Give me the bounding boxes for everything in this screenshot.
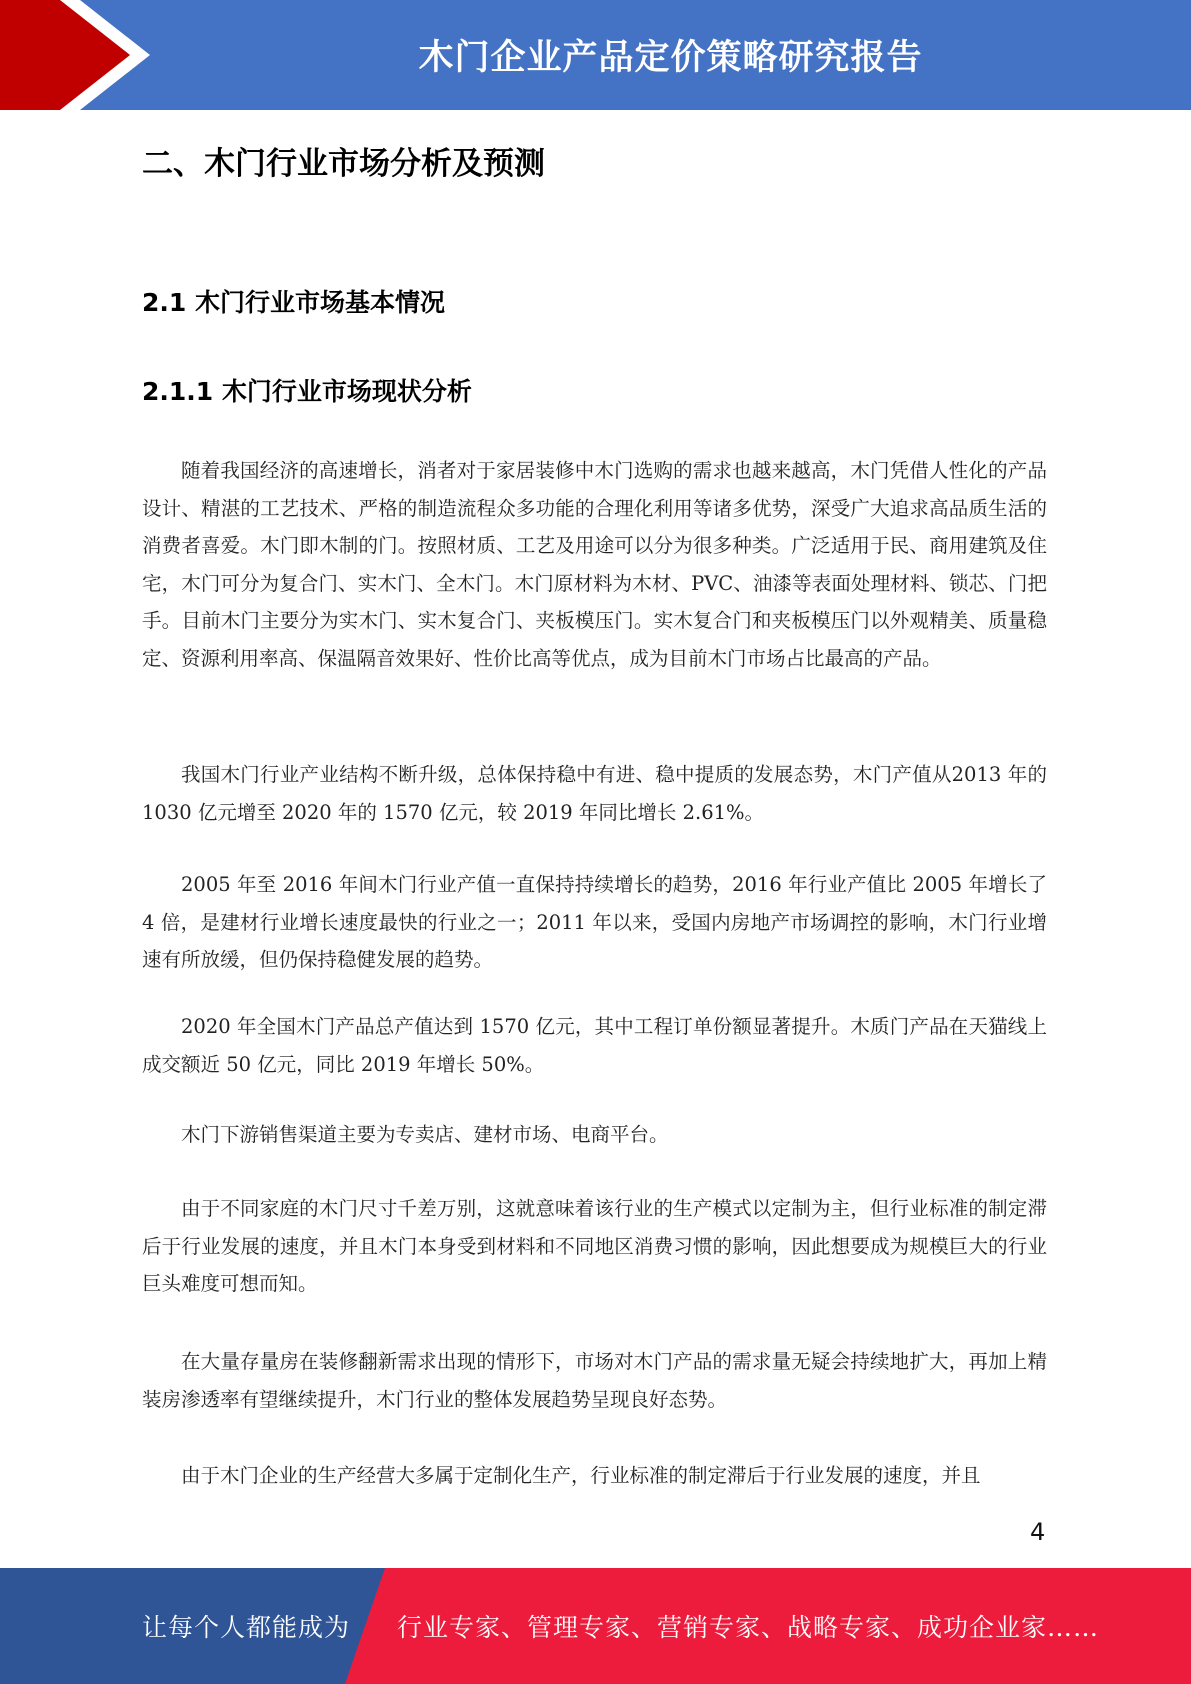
section-heading: 二、木门行业市场分析及预测	[142, 146, 545, 182]
paragraph-sales-channels: 木门下游销售渠道主要为专卖店、建材市场、电商平台。	[181, 1123, 669, 1146]
paragraph-2020-output: 2020 年全国木门产品总产值达到 1570 亿元，其中工程订单份额显著提升。木质门产品在天猫线上成交额近 50 亿元，同比 2019 年增长 50%。	[142, 1015, 1047, 1076]
paragraph-output-value: 我国木门行业产业结构不断升级，总体保持稳中有进、稳中提质的发展态势，木门产值从2013 年的 1030 亿元增至 2020 年的 1570 亿元，较 2019 年同比增长 2.61%。	[142, 763, 1047, 824]
paragraph-demand-outlook: 在大量存量房在装修翻新需求出现的情形下，市场对木门产品的需求量无疑会持续地扩大，再加上精装房渗透率有望继续提升，木门行业的整体发展趋势呈现良好态势。	[142, 1350, 1047, 1411]
subsubsection-heading: 2.1.1 木门行业市场现状分析	[142, 377, 472, 406]
page-header	[0, 0, 1191, 110]
footer-slogan-right: 行业专家、管理专家、营销专家、战略专家、成功企业家……	[397, 1613, 1100, 1642]
footer-slogan-left: 让每个人都能成为	[142, 1613, 351, 1642]
report-title: 木门企业产品定价策略研究报告	[418, 38, 923, 78]
paragraph-customization: 由于不同家庭的木门尺寸千差万别，这就意味着该行业的生产模式以定制为主，但行业标准的制定滞后于行业发展的速度，并且木门本身受到材料和不同地区消费习惯的影响，因此想要成为规模巨大的行业巨头难度可想而知。	[142, 1197, 1047, 1295]
paragraph-overview: 随着我国经济的高速增长，消者对于家居装修中木门选购的需求也越来越高，木门凭借人性化的产品设计、精湛的工艺技术、严格的制造流程众多功能的合理化利用等诸多优势，深受广大追求高品质生活的消费者喜爱。木门即木制的门。按照材质、工艺及用途可以分为很多种类。广泛适用于民、商用建筑及住宅，木门可分为复合门、实木门、全木门。木门原材料为木材、PVC、油漆等表面处理材料、锁芯、门把手。目前木门主要分为实木门、实木复合门、夹板模压门。实木复合门和夹板模压门以外观精美、质量稳定、资源利用率高、保温隔音效果好、性价比高等优点，成为目前木门市场占比最高的产品。	[142, 459, 1047, 670]
paragraph-production: 由于木门企业的生产经营大多属于定制化生产，行业标准的制定滞后于行业发展的速度，并且	[181, 1464, 981, 1487]
page-footer	[0, 1568, 1191, 1684]
subsection-heading: 2.1 木门行业市场基本情况	[142, 288, 445, 317]
page-number: 4	[1030, 1518, 1046, 1546]
paragraph-growth-trend: 2005 年至 2016 年间木门行业产值一直保持持续增长的趋势，2016 年行业产值比 2005 年增长了 4 倍，是建材行业增长速度最快的行业之一；2011 年以来，受国内房地产市场调控的影响，木门行业增速有所放缓，但仍保持稳健发展的趋势。	[142, 873, 1047, 971]
